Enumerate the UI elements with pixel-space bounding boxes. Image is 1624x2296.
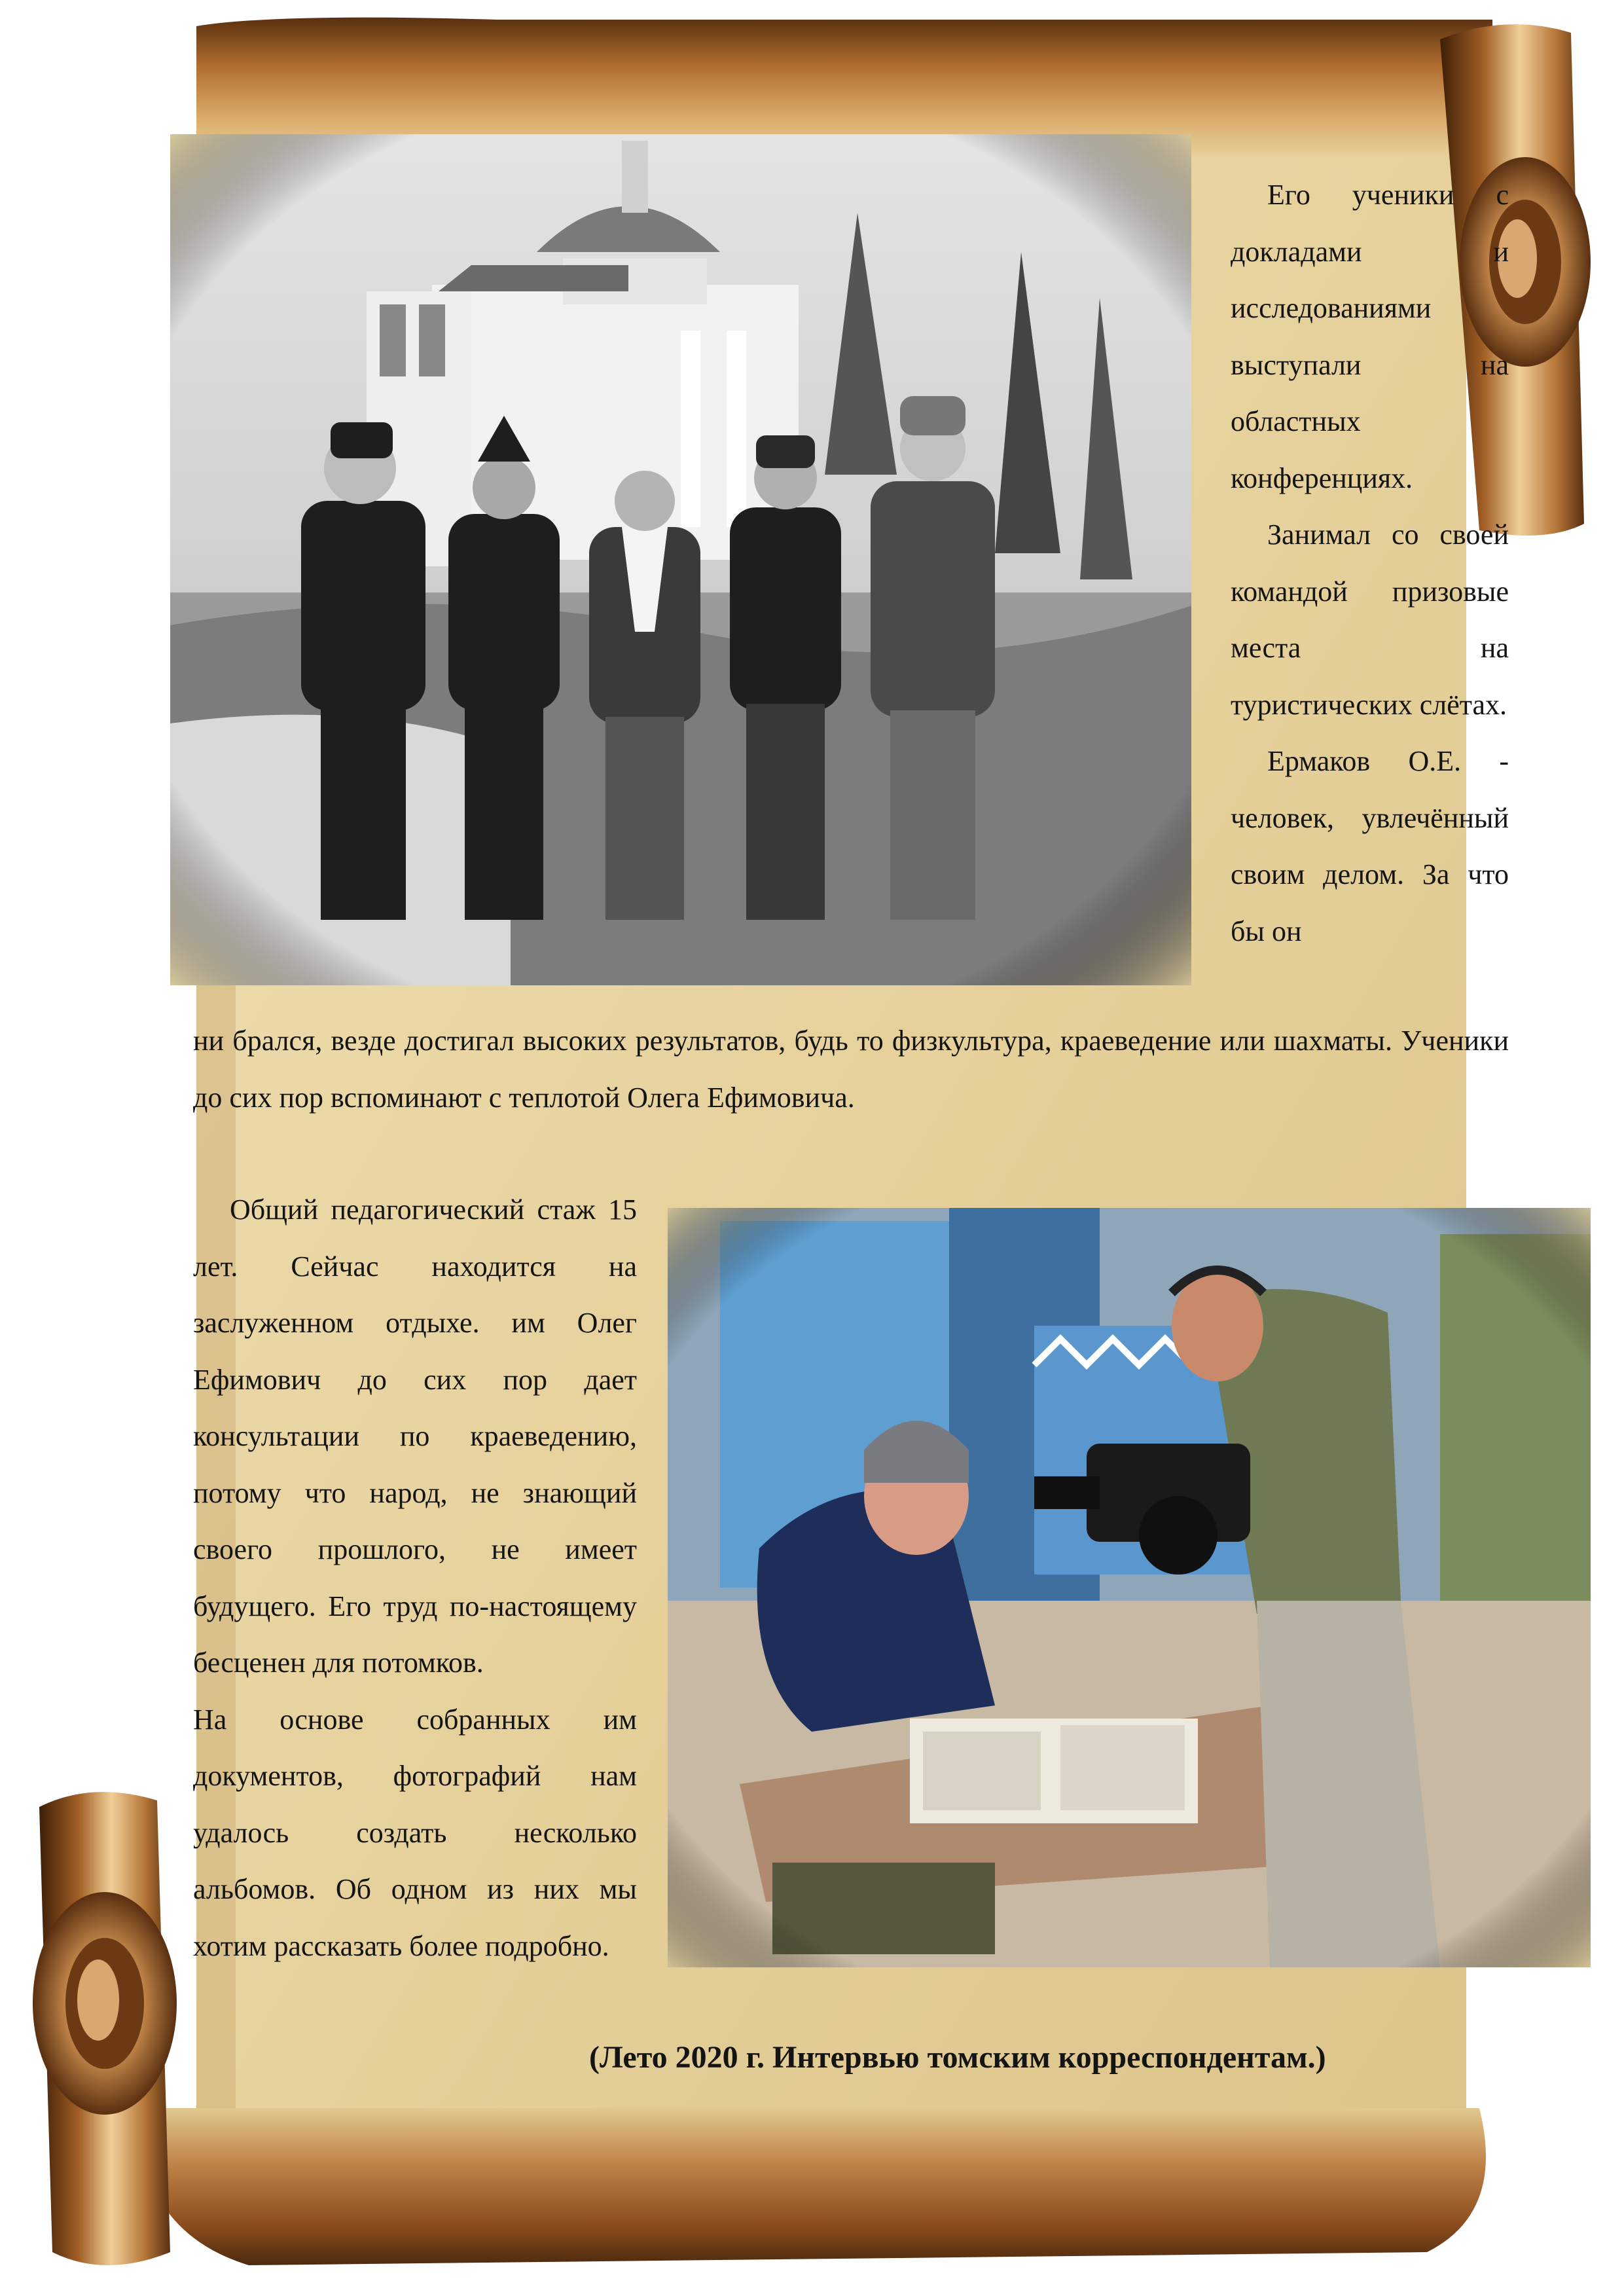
paragraph-experience: Общий педагогический стаж 15 лет. Сейчас находится на заслуженном отдыхе. им Олег Ефимович до сих пор дает консультации по краеведению, потому что народ, не знающий своего прошлого, не имеет будущего. Его труд по-настоящему бесценен для потомков. (193, 1194, 637, 1679)
paragraph-students: Его ученики с докладами и исследованиями выступали на областных конференциях. (1231, 179, 1509, 494)
interview-photo (668, 1208, 1591, 1967)
text-left-column (193, 1182, 637, 1975)
text-top-column (1231, 167, 1509, 960)
students-photo (170, 134, 1191, 985)
paragraph-achievements: ни брался, везде достигал высоких результатов, будь то физкультура, краеведение или шахматы. Ученики до сих пор вспоминают с теплотой Олега Ефимовича. (193, 1025, 1509, 1114)
paragraph-ermakov-start: Ермаков О.Е. - человек, увлечённый своим делом. За что бы он (1231, 745, 1509, 947)
text-wide (193, 1013, 1509, 1126)
photo-caption: (Лето 2020 г. Интервью томским корреспондентам.) (589, 2040, 1326, 2075)
paragraph-team: Занимал со своей командой призовые места на туристических слётах. (1231, 519, 1509, 721)
paragraph-albums: На основе собранных им документов, фотографий нам удалось создать несколько альбомов. Об одном из них мы хотим рассказать более подробно. (193, 1703, 637, 1962)
